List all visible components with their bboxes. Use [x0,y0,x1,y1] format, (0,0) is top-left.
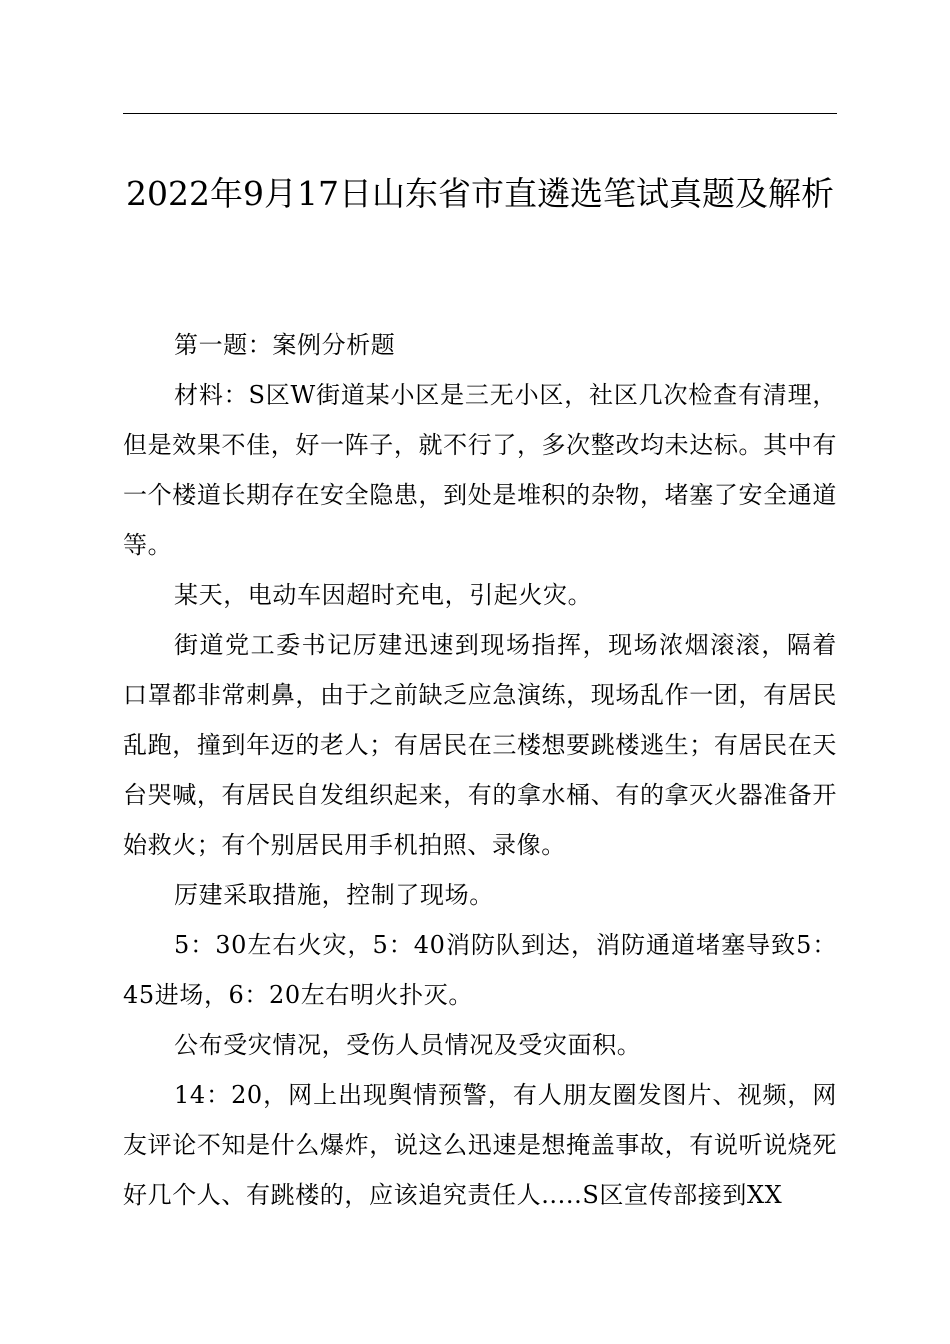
document-title: 2022年9月17日山东省市直遴选笔试真题及解析 [126,174,834,213]
paragraph: 14：20，网上出现舆情预警，有人朋友圈发图片、视频，网友评论不知是什么爆炸，说这么迅速是想掩盖事故，有说听说烧死好几个人、有跳楼的，应该追究责任人.....S区宣传部接到XX [123,1081,837,1209]
section-heading: 第一题：案例分析题 [174,331,396,359]
paragraph: 街道党工委书记厉建迅速到现场指挥，现场浓烟滚滚，隔着口罩都非常刺鼻，由于之前缺乏应急演练，现场乱作一团，有居民乱跑，撞到年迈的老人；有居民在三楼想要跳楼逃生；有居民在天台哭喊，有居民自发组织起来，有的拿水桶、有的拿灭火器准备开始救火；有个别居民用手机拍照、录像。 [123,631,837,859]
paragraph: 5：30左右火灾，5：40消防队到达，消防通道堵塞导致5：45进场，6：20左右明火扑灭。 [123,931,837,1009]
paragraph: 材料：S区W街道某小区是三无小区，社区几次检查有清理，但是效果不佳，好一阵子，就不行了，多次整改均未达标。其中有一个楼道长期存在安全隐患，到处是堆积的杂物，堵塞了安全通道等。 [123,381,837,559]
paragraph: 某天，电动车因超时充电，引起火灾。 [174,581,593,609]
header-rule [123,113,837,114]
paragraph: 厉建采取措施，控制了现场。 [174,881,494,909]
paragraph: 公布受灾情况，受伤人员情况及受灾面积。 [174,1031,642,1059]
document-body [123,320,837,1220]
